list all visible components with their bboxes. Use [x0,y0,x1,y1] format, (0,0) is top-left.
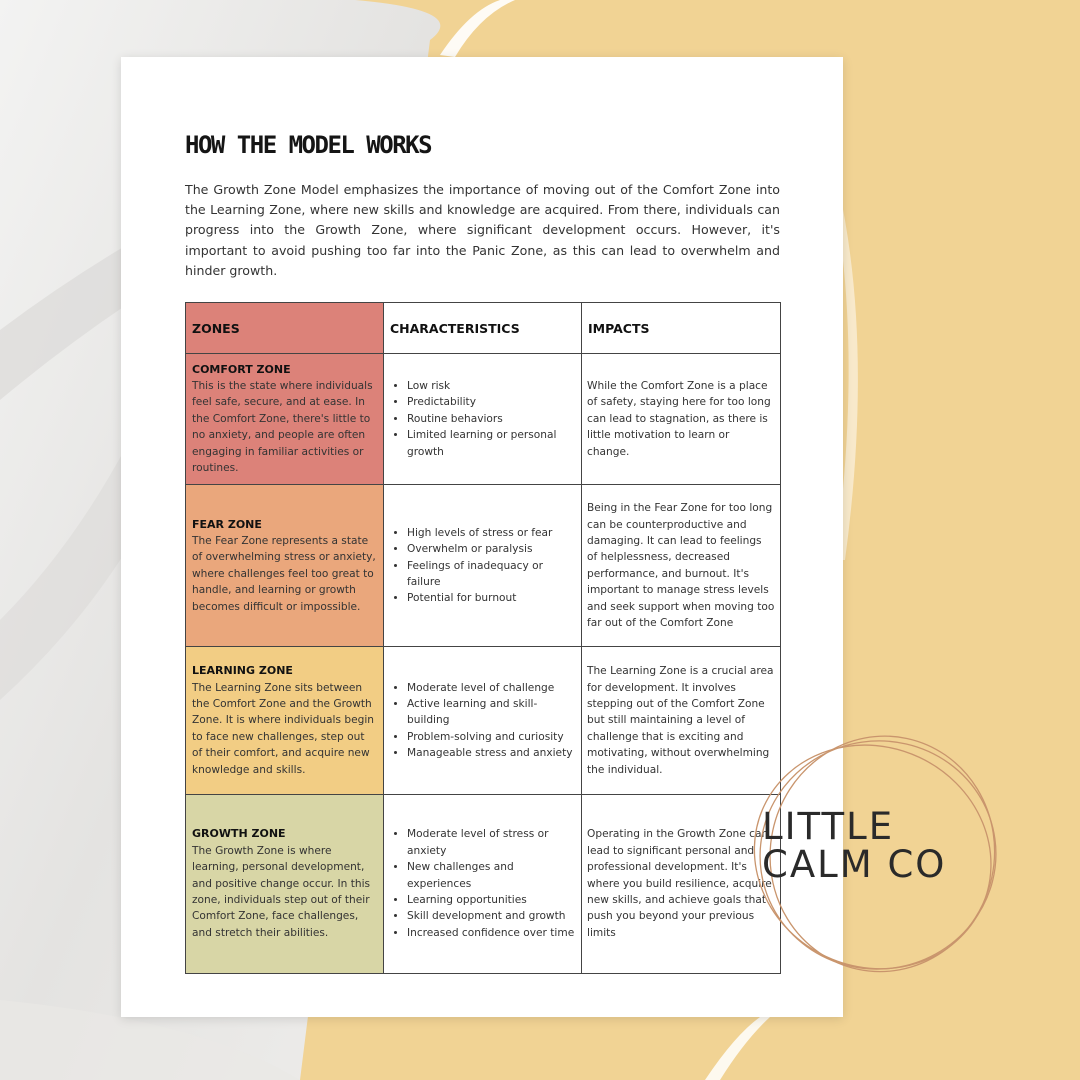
zone-cell [186,485,384,647]
zone-name: FEAR ZONE [192,517,262,531]
list-item: • Active learning and skill-building [407,696,577,729]
list-item: • Moderate level of stress or anxiety [407,826,577,859]
brand-logo [762,805,947,886]
characteristics-list [390,525,577,607]
impact-cell: Operating in the Growth Zone can lead to significant personal and professional development. It's where you build resilience, acquire new skills, and achieve goals that push you beyond your previous limits [582,794,781,973]
impact-cell: While the Comfort Zone is a place of safety, staying here for too long can lead to stagnation, as there is little motivation to learn or change. [582,354,781,485]
impact-cell: Being in the Fear Zone for too long can be counterproductive and damaging. It can lead to feelings of helplessness, decreased performance, and burnout. It's important to manage stress levels and seek support when moving too far out of the Comfort Zone [582,485,781,647]
zone-name: COMFORT ZONE [192,362,291,376]
zone-name: LEARNING ZONE [192,664,293,678]
table-row [186,354,781,485]
table-row [186,647,781,794]
characteristics-cell [384,354,582,485]
zone-description: The Fear Zone represents a state of overwhelming stress or anxiety, where challenges feel too great to handle, and learning or growth becomes difficult or impossible. [192,535,376,613]
zone-cell [186,647,384,794]
list-item: • Potential for burnout [407,590,577,606]
table-row [186,794,781,973]
list-item: • Increased confidence over time [407,925,577,941]
zone-name: GROWTH ZONE [192,827,286,841]
document-page [121,57,843,1017]
zone-description: The Learning Zone sits between the Comfort Zone and the Growth Zone. It is where individuals begin to face new challenges, step out of their comfort, and acquire new knowledge and skills. [192,681,375,776]
list-item: • Overwhelm or paralysis [407,541,577,557]
list-item: • Limited learning or personal growth [407,427,577,460]
table-header-row [186,303,781,354]
zone-description: The Growth Zone is where learning, personal development, and positive change occur. In this zone, individuals step out of their Comfort Zone, face challenges, and stretch their abilities. [192,844,371,939]
list-item: • Feelings of inadequacy or failure [407,558,577,591]
characteristics-cell [384,647,582,794]
list-item: • Low risk [407,378,577,394]
list-item: • High levels of stress or fear [407,525,577,541]
list-item: • Manageable stress and anxiety [407,745,577,761]
page-title: HOW THE MODEL WORKS [185,131,432,159]
list-item: • Predictability [407,394,577,410]
list-item: • Learning opportunities [407,892,577,908]
zones-table [185,302,781,974]
list-item: • New challenges and experiences [407,859,577,892]
header-impacts: IMPACTS [582,303,781,354]
table-row [186,485,781,647]
brand-line-2: CALM CO [762,843,947,886]
characteristics-cell [384,485,582,647]
brand-line-1: LITTLE [762,805,895,848]
list-item: • Moderate level of challenge [407,680,577,696]
list-item: • Skill development and growth [407,908,577,924]
list-item: • Routine behaviors [407,411,577,427]
impact-cell: The Learning Zone is a crucial area for development. It involves stepping out of the Comfort Zone but still maintaining a level of challenge that is exciting and motivating, without overwhelming the individual. [582,647,781,794]
header-characteristics: CHARACTERISTICS [384,303,582,354]
zone-cell [186,794,384,973]
characteristics-list [390,378,577,460]
list-item: • Problem-solving and curiosity [407,729,577,745]
characteristics-list [390,680,577,762]
intro-paragraph: The Growth Zone Model emphasizes the importance of moving out of the Comfort Zone into the Learning Zone, where new skills and knowledge are acquired. From there, individuals can progress into the Growth Zone, where significant development occurs. However, it's important to avoid pushing too far into the Panic Zone, as this can lead to overwhelm and hinder growth. [185,182,780,278]
header-zones: ZONES [186,303,384,354]
characteristics-list [390,826,577,941]
zone-cell [186,354,384,485]
zone-description: This is the state where individuals feel safe, secure, and at ease. In the Comfort Zone, there's little to no anxiety, and people are often engaging in familiar activities or routines. [192,380,373,475]
characteristics-cell [384,794,582,973]
